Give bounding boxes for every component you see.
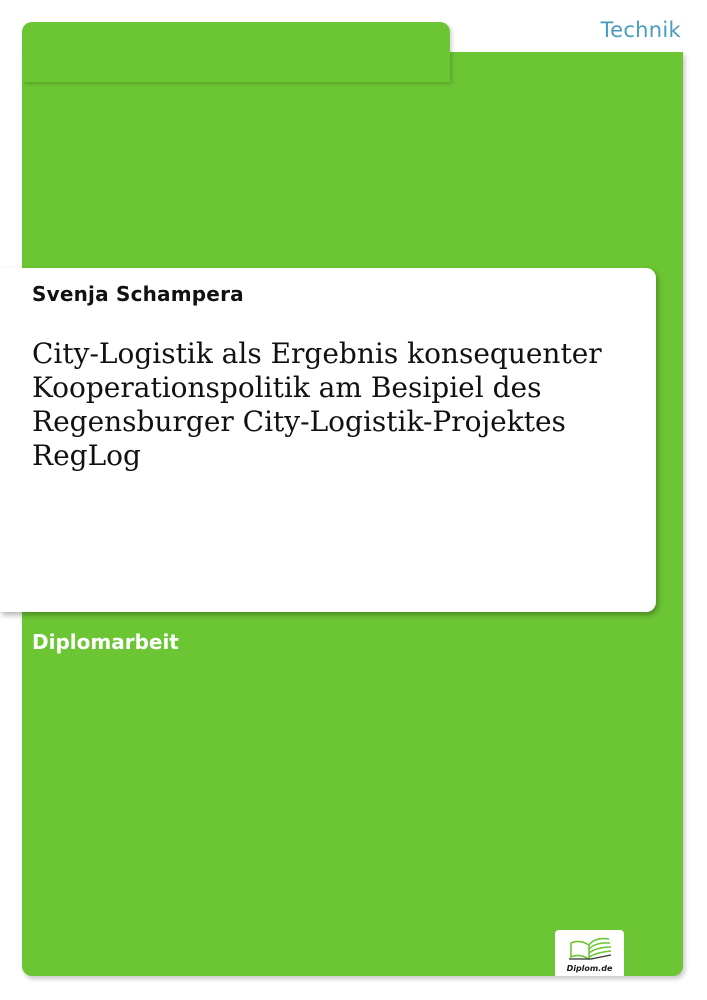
publisher-logo-text: Diplom.de xyxy=(566,964,613,973)
cover-green-tab xyxy=(22,22,450,82)
author-name: Svenja Schampera xyxy=(32,282,244,306)
book-pages-icon xyxy=(565,933,615,961)
category-label: Technik xyxy=(600,18,681,42)
document-type: Diplomarbeit xyxy=(32,630,179,654)
book-title: City-Logistik als Ergebnis konsequenter Kooperationspolitik am Besipiel des Regensburger City-Logistik-Projektes RegLog xyxy=(32,337,602,472)
publisher-logo xyxy=(555,930,624,976)
